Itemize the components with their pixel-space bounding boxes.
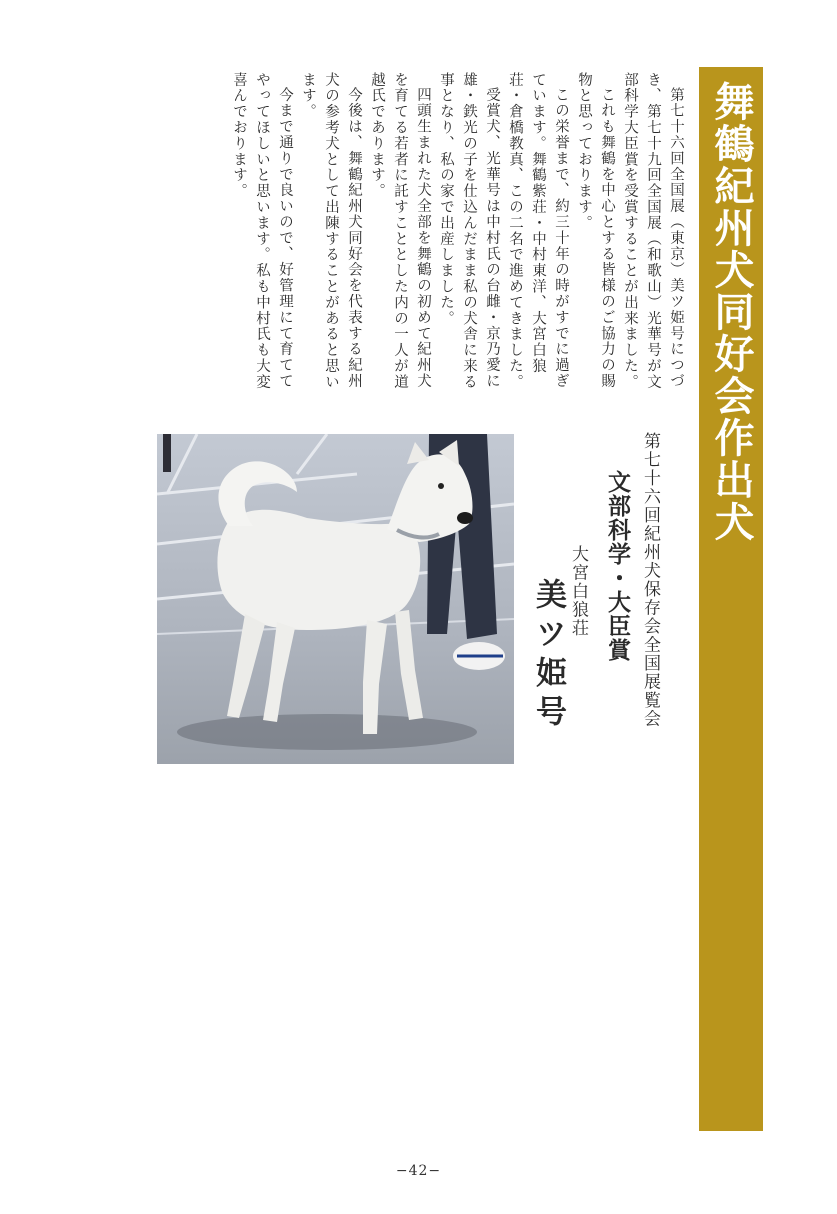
paragraph: これも舞鶴を中心とする皆様のご協力の賜物と思っております。 (576, 72, 615, 389)
paragraph: 今まで通りで良いので、好管理にて育ててやってほしいと思います。私も中村氏も大変喜んでおります。 (231, 72, 293, 390)
award-name: 文部科学・大臣賞 (604, 470, 631, 662)
paragraph: 四頭生まれた犬全部を舞鶴の初めて紀州犬を育てる若者に託すこととした内の一人が道越氏であります。 (369, 72, 431, 390)
dog-photo (157, 434, 514, 764)
paragraph: 受賞犬、光華号は中村氏の台雌・京乃愛に雄・鉄光の子を仕込んだまま私の犬舎に来る事となり、私の家で出産しました。 (438, 72, 500, 390)
title-band (699, 67, 763, 1131)
paragraph: この栄誉まで、約三十年の時がすでに過ぎています。舞鶴紫荘・中村東洋、大宮白狼荘・倉橋教真、この二名で進めてきました。 (507, 72, 569, 390)
show-name: 第七十六回紀州犬保存会全国展覧会 (640, 432, 660, 728)
page-number: −42− (395, 1163, 442, 1179)
page-title: 舞鶴紀州犬同好会作出犬 (708, 81, 755, 543)
article-body (152, 72, 687, 402)
paragraph: 第七十六回全国展（東京）美ツ姫号につづき、第七十九回全国展（和歌山）光華号が文部科学大臣賞を受賞することが出来ました。 (622, 72, 684, 390)
kennel-name: 大宮白狼荘 (568, 545, 588, 638)
dog-name: 美ツ姫号 (530, 578, 566, 734)
paragraph: 今後は、舞鶴紀州犬同好会を代表する紀州犬の参考犬として出陳することがあると思います。 (300, 72, 362, 390)
